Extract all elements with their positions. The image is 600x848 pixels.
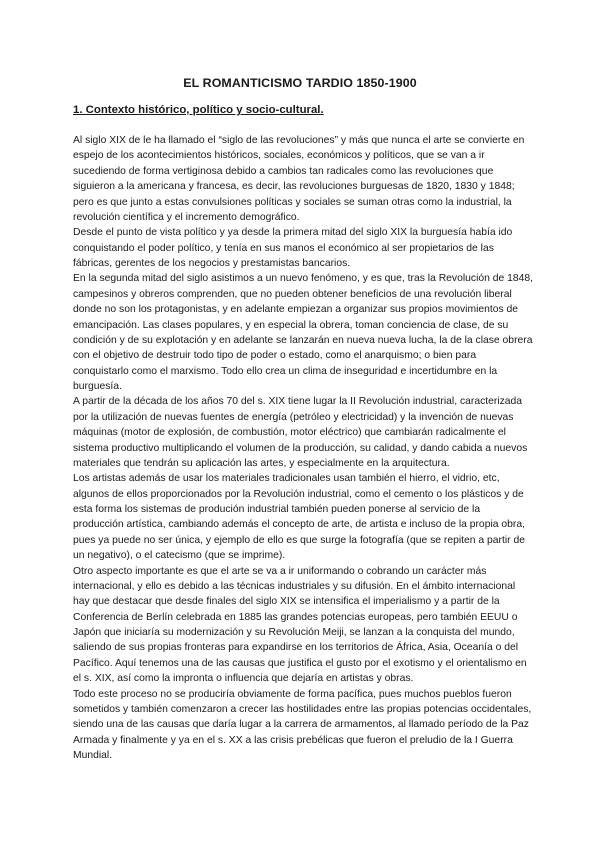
paragraph: A partir de la década de los años 70 del s. XIX tiene lugar la II Revolución industrial, caracterizada por la utilización de nuevas fuentes de energía (petróleo y electricidad) y la invención de nuevas máquinas (motor de explosión, de combustión, motor eléctrico) que cambiarán radicalmente el sistema productivo multiplicando el volumen de la producción, su calidad, y dando cabida a nuevos materiales que tendrán su aplicación las artes, y especialmente en la arquitectura. (73, 396, 528, 469)
document-title: EL ROMANTICISMO TARDIO 1850-1900 (183, 76, 417, 90)
paragraph: Los artistas además de usar los materiales tradicionales usan también el hierro, el vidrio, etc, algunos de ellos proporcionados por la Revolución industrial, como el cemento o los plásticos y de esta forma los sistemas de produción industrial también pueden ponerse al servicio de la producción artística, cambiando además el concepto de arte, de artista e incluso de la propia obra, pues ya puede no ser única, y ejemplo de ello es que surge la fotografía (que se repiten a partir de un negativo), o el catecismo (que se imprime). (73, 473, 525, 562)
paragraph: Otro aspecto importante es que el arte se va a ir uniformando o cobrando un carácter más internacional, y ello es debido a las técnicas industriales y su difusión. En el ámbito internacional hay que destacar que desde finales del siglo XIX se intensifica el imperialismo y a partir de la Conferencia de Berlín celebrada en 1885 las grandes potencias europeas, pero también EEUU o Japón que iniciaría su modernización y su Revolución Meiji, se lanzan a la conquista del mundo, saliendo de sus propias fronteras para expandirse en los territorios de África, Asia, Oceanía o del Pacífico. Aquí tenemos una de las causas que justifica el gusto por el exotismo y el orientalismo en el s. XIX, así como la impronta o influencia que dejaría en artistas y obras. (73, 565, 527, 685)
paragraph: Al siglo XIX de le ha llamado el “siglo de las revoluciones” y más que nunca el arte se convierte en espejo de los acontecimientos históricos, sociales, económicos y políticos, que se van a ir sucediendo de forma vertiginosa debido a cambios tan radicales como las revoluciones que siguieron a la americana y francesa, es decir, las revoluciones burguesas de 1820, 1830 y 1848; pero es que junto a estas convulsiones políticas y sociales se suman otras como la industrial, la revolución científica y el incremento demográfico. (73, 135, 525, 223)
paragraph: Todo este proceso no se produciría obviamente de forma pacífica, pues muchos pueblos fueron sometidos y también comenzaron a crecer las hostilidades entre las propias potencias occidentales, siendo una de las causas que daría lugar a la carrera de armamentos, al llamado período de la Paz Armada y finalmente y ya en el s. XX a las crisis prebélicas que fueron el preludio de la I Guerra Mundial. (73, 688, 532, 761)
paragraph: En la segunda mitad del siglo asistimos a un nuevo fenómeno, y es que, tras la Revolución de 1848, campesinos y obreros comprenden, que no pueden obtener beneficios de una revolución liberal donde no son los protagonistas, y en adelante empiezan a organizar sus propios movimientos de emancipación. Las clases populares, y en especial la obrera, toman conciencia de clase, de su condición y de su explotación y en adelante se lanzarán en nueva nueva lucha, la de la clase obrera con el objetivo de destruir todo tipo de poder o estado, como el anarquismo; o bien para conquistarlo como el marxismo. Todo ello crea un clima de inseguridad e incertidumbre en la burguesía. (73, 273, 534, 392)
section-heading: 1. Contexto histórico, político y socio-cultural. (73, 104, 324, 116)
body-text (73, 133, 533, 763)
paragraph: Desde el punto de vista político y ya desde la primera mitad del siglo XIX la burguesía había ido conquistando el poder político, y tenía en sus manos el económico al ser propietarios de las fábricas, gerentes de los negocios y prestamistas bancarios. (73, 227, 513, 269)
